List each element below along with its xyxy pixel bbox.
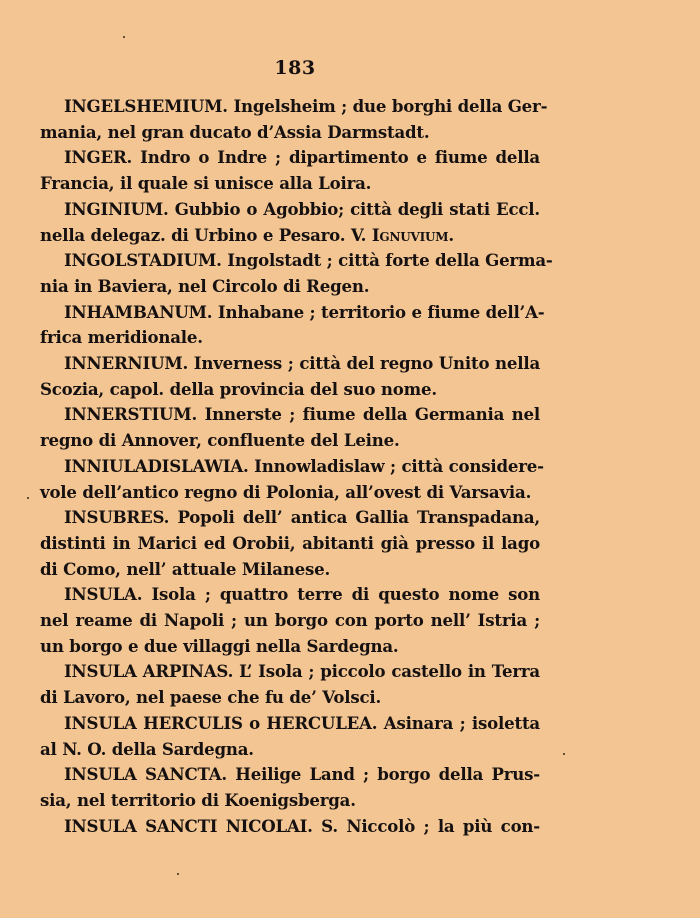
cross-reference: Ignuvium. <box>371 224 454 245</box>
headword: INSULA SANCTA. <box>64 764 227 785</box>
definition-text: Inhabane ; territorio e fiume dell’A- <box>212 301 545 322</box>
entry-line: frica meridionale. <box>40 327 203 348</box>
entry-line <box>40 582 540 608</box>
entry-line: nia in Baviera, nel Circolo di Regen. <box>40 275 370 296</box>
headword: INGOLSTADIUM. <box>64 250 222 271</box>
definition-text: Gubbio o Agobbio; città degli stati Eccl. <box>168 198 540 219</box>
entry-line: di Como, nell’ attuale Milanese. <box>40 558 331 579</box>
headword: INSUBRES. <box>64 507 170 528</box>
entry-inhambanum <box>40 300 545 351</box>
dictionary-entries <box>40 94 553 839</box>
definition-text: Asinara ; isoletta <box>377 712 540 733</box>
entry-line <box>40 711 540 737</box>
entry-inger <box>40 145 540 196</box>
entry-insubres <box>40 505 540 582</box>
entry-line: regno di Annover, confluente del Leine. <box>40 430 400 451</box>
definition-text: Indro o Indre ; dipartimento e fiume della <box>132 147 540 168</box>
definition-text: S. Niccolò ; la più con- <box>312 815 540 836</box>
headword: INNERSTIUM. <box>64 404 198 425</box>
entry-line <box>40 94 548 120</box>
entry-line: mania, nel gran ducato d’Assia Darmstadt. <box>40 121 430 142</box>
entry-line <box>40 814 540 840</box>
definition-text: Isola ; quattro terre di questo nome son <box>142 584 540 605</box>
entry-line: un borgo e due villaggi nella Sardegna. <box>40 635 399 656</box>
entry-line <box>40 248 553 274</box>
entry-insula-arpinas <box>40 659 540 710</box>
headword: INSULA. <box>64 584 143 605</box>
entry-innerstium <box>40 402 540 453</box>
entry-ingolstadium <box>40 248 553 299</box>
entry-line <box>40 402 540 428</box>
entry-line <box>40 223 540 249</box>
definition-text: Innowladislaw ; città considere- <box>248 455 544 476</box>
definition-text: Heilige Land ; borgo della Prus- <box>226 764 540 785</box>
entry-inniuladislawia <box>40 454 544 505</box>
definition-text: Popoli dell’ antica Gallia Transpadana, <box>169 507 540 528</box>
entry-line: nel reame di Napoli ; un borgo con porto nell’ Istria ; <box>40 610 540 631</box>
definition-text: Inverness ; città del regno Unito nella <box>188 353 540 374</box>
headword: INNERNIUM. <box>64 353 189 374</box>
entry-insula-sancti-nicolai <box>40 814 540 840</box>
definition-text: nella delegaz. di Urbino e Pesaro. V. <box>40 224 372 245</box>
entry-line <box>40 454 544 480</box>
paper-speck <box>123 36 125 38</box>
definition-text: L’ Isola ; piccolo castello in Terra <box>233 661 540 682</box>
entry-line: di Lavoro, nel paese che fu de’ Volsci. <box>40 687 382 708</box>
entry-line <box>40 145 540 171</box>
entry-line <box>40 762 540 788</box>
entry-insula <box>40 582 540 659</box>
entry-line: Scozia, capol. della provincia del suo nome. <box>40 378 437 399</box>
entry-line <box>40 300 545 326</box>
headword: INGINIUM. <box>64 198 169 219</box>
entry-line: al N. O. della Sardegna. <box>40 738 254 759</box>
entry-insula-herculis <box>40 711 540 762</box>
entry-line <box>40 659 540 685</box>
entry-innernium <box>40 351 540 402</box>
entry-line: vole dell’antico regno di Polonia, all’ovest di Varsavia. <box>40 481 532 502</box>
entry-line: Francia, il quale si unisce alla Loira. <box>40 173 372 194</box>
paper-speck <box>563 753 565 755</box>
entry-line: sia, nel territorio di Koenigsberga. <box>40 789 356 810</box>
headword: INSULA ARPINAS. <box>64 661 234 682</box>
headword: INNIULADISLAWIA. <box>64 455 249 476</box>
headword: INGER. <box>64 147 133 168</box>
entry-line <box>40 505 540 531</box>
entry-inginium <box>40 197 540 248</box>
entry-line <box>40 351 540 377</box>
headword: INSULA SANCTI NICOLAI. <box>64 815 313 836</box>
paper-speck <box>27 497 29 499</box>
definition-text: Ingolstadt ; città forte della Germa- <box>221 250 553 271</box>
definition-text: Innerste ; fiume della Germania nel <box>197 404 540 425</box>
paper-speck <box>177 873 179 875</box>
headword: INGELSHEMIUM. <box>64 96 228 116</box>
page-number: 183 <box>274 57 316 79</box>
entry-line: distinti in Marici ed Orobii, abitanti già presso il lago <box>40 532 540 553</box>
headword: INSULA HERCULIS o HERCULEA. <box>64 712 378 733</box>
entry-line <box>40 197 540 223</box>
entry-ingelshemium <box>40 94 548 145</box>
definition-text: Ingelsheim ; due borghi della Ger- <box>227 96 548 116</box>
entry-insula-sancta <box>40 762 540 813</box>
headword: INHAMBANUM. <box>64 301 213 322</box>
